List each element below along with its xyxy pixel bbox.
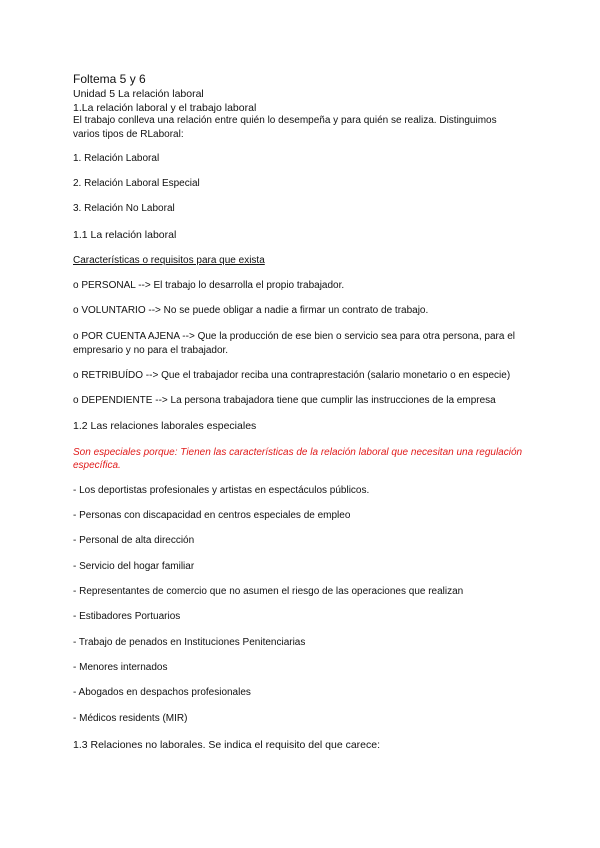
requisite-item: o DEPENDIENTE --> La persona trabajadora tiene que cumplir las instrucciones de la empresa bbox=[73, 395, 496, 406]
type-item: 1. Relación Laboral bbox=[73, 153, 160, 164]
special-list-item: - Servicio del hogar familiar bbox=[73, 561, 195, 572]
requisite-item: o RETRIBUÍDO --> Que el trabajador reciba una contraprestación (salario monetario o en especie) bbox=[73, 370, 511, 381]
requisite-item-continuation: empresario y no para el trabajador. bbox=[73, 345, 229, 356]
requisite-item: o PERSONAL --> El trabajo lo desarrolla el propio trabajador. bbox=[73, 280, 345, 291]
special-list-item: - Personal de alta dirección bbox=[73, 535, 195, 546]
characteristics-heading: Características o requisitos para que exista bbox=[73, 255, 265, 266]
special-list-item: - Abogados en despachos profesionales bbox=[73, 687, 251, 698]
special-list-item: - Menores internados bbox=[73, 662, 168, 673]
special-list-item: - Personas con discapacidad en centros especiales de empleo bbox=[73, 510, 351, 521]
intro-line-2: varios tipos de RLaboral: bbox=[73, 129, 184, 140]
special-list-item: - Médicos residents (MIR) bbox=[73, 713, 188, 724]
type-item: 2. Relación Laboral Especial bbox=[73, 178, 200, 189]
requisite-item: o POR CUENTA AJENA --> Que la producción de ese bien o servicio sea para otra persona, para el bbox=[73, 331, 515, 342]
section-1-heading: 1.La relación laboral y el trabajo laboral bbox=[73, 102, 257, 114]
special-list-item: - Los deportistas profesionales y artistas en espectáculos públicos. bbox=[73, 485, 370, 496]
subsection-1-3-heading: 1.3 Relaciones no laborales. Se indica el requisito del que carece: bbox=[73, 739, 381, 751]
subsection-1-2-heading: 1.2 Las relaciones laborales especiales bbox=[73, 420, 257, 432]
type-item: 3. Relación No Laboral bbox=[73, 203, 175, 214]
unit-heading: Unidad 5 La relación laboral bbox=[73, 88, 204, 100]
special-note-line-2: específica. bbox=[73, 460, 121, 471]
special-list-item: - Estibadores Portuarios bbox=[73, 611, 181, 622]
special-note-line-1: Son especiales porque: Tienen las características de la relación laboral que necesitan una regulación bbox=[73, 447, 523, 458]
intro-line-1: El trabajo conlleva una relación entre quién lo desempeña y para quién se realiza. Distinguimos bbox=[73, 115, 497, 126]
subsection-1-1-heading: 1.1 La relación laboral bbox=[73, 229, 177, 241]
special-list-item: - Representantes de comercio que no asumen el riesgo de las operaciones que realizan bbox=[73, 586, 464, 597]
special-list-item: - Trabajo de penados en Instituciones Penitenciarias bbox=[73, 637, 306, 648]
requisite-item: o VOLUNTARIO --> No se puede obligar a nadie a firmar un contrato de trabajo. bbox=[73, 305, 429, 316]
document-title: Foltema 5 y 6 bbox=[73, 72, 146, 86]
